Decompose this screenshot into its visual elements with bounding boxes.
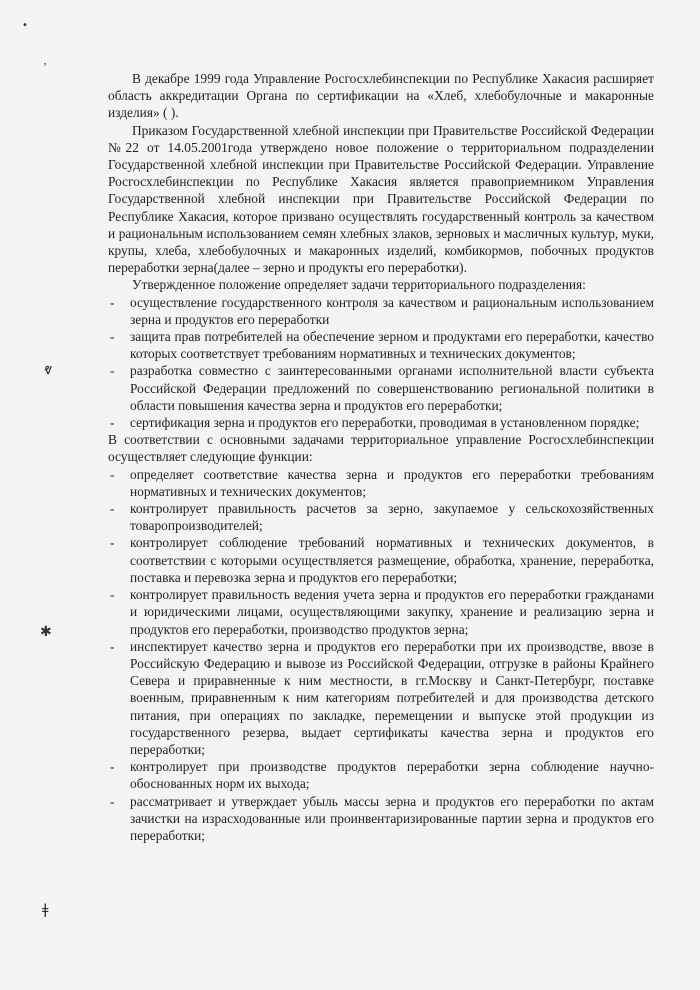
list-item: - инспектирует качество зерна и продуктов его переработки при их производстве, ввозе в Российскую Федерацию и вывозе из Российской Федерации, отгрузке в районы Крайнего Севера и приравненные к ним местности, в гг.Москву и Санкт-Петербург, поставке военным, приравненным к ним категориям потребителей и для производства детского питания, при операциях по закладке, перемещении и выпуске этой продукции из государственного резерва, выдает сертификаты качества зерна и продуктов его переработки; — [108, 638, 654, 758]
list-item: - сертификация зерна и продуктов его переработки, проводимая в установленном порядке; — [108, 414, 654, 431]
list-item: - защита прав потребителей на обеспечение зерном и продуктами его переработки, качество которых соответствует требованиям нормативных и технических документов; — [108, 328, 654, 362]
list-item: - рассматривает и утверждает убыль массы зерна и продуктов его переработки по актам зачистки на израсходованные или проинвентаризированные партии зерна и продуктов его переработки; — [108, 793, 654, 845]
list-item: - контролирует при производстве продуктов переработки зерна соблюдение научно-обоснованных норм их выхода; — [108, 758, 654, 792]
list-item: - осуществление государственного контроля за качеством и рациональным использованием зерна и продуктов его переработки — [108, 294, 654, 328]
paragraph-tasks-intro: Утвержденное положение определяет задачи территориального подразделения: — [132, 277, 586, 293]
tasks-list — [108, 294, 654, 432]
scan-speck: ⱴ — [44, 362, 53, 378]
document-page — [108, 70, 654, 844]
scan-speck: • — [22, 20, 28, 31]
paragraph-order: Приказом Государственной хлебной инспекции при Правительстве Российской Федерации №22 от 14.05.2001года утверждено новое положение о территориальном подразделении Государственной хлебной инспекции при Правительстве Российской Федерации. Управление Росгосхлебинспекции по Республике Хакасия является правоприемником Управления Государственной хлебной инспекции при Правительстве Российской Федерации по Республике Хакасия, которое призвано осуществлять государственный контроль за качеством и рациональным использованием семян хлебных злаков, зерновых и масличных культур, муки, крупы, хлеба, хлебобулочных и макаронных изделий, комбикормов, побочных продуктов переработки зерна(далее – зерно и продукты его переработки). — [108, 122, 654, 276]
list-item: - разработка совместно с заинтересованными органами исполнительной власти субъекта Российской Федерации предложений по совершенствованию региональной политики в области повышения качества зерна и продуктов его переработки; — [108, 362, 654, 414]
functions-intro: В соответствии с основными задачами территориальное управление Росгосхлебинспекции осуществляет следующие функции: — [108, 432, 654, 465]
scan-speck: ᾿ — [42, 62, 48, 76]
paragraph-accreditation: В декабре 1999 года Управление Росгосхлебинспекции по Республике Хакасия расширяет область аккредитации Органа по сертификации на «Хлеб, хлебобулочные и макаронные изделия» ( ). — [108, 71, 654, 121]
scan-speck: ✱ — [40, 624, 52, 640]
list-item: - определяет соответствие качества зерна и продуктов его переработки требованиям нормативных и технических документов; — [108, 466, 654, 500]
list-item: - контролирует правильность ведения учета зерна и продуктов его переработки гражданами и юридическими лицами, осуществляющими закупку, хранение и реализацию зерна и продуктов его переработки, производство продуктов зерна; — [108, 586, 654, 638]
scan-speck: ǂ — [42, 902, 49, 918]
functions-list — [108, 466, 654, 844]
list-item: - контролирует правильность расчетов за зерно, закупаемое у сельскохозяйственных товаропроизводителей; — [108, 500, 654, 534]
list-item: - контролирует соблюдение требований нормативных и технических документов, в соответствии с которыми осуществляется размещение, обработка, хранение, переработка, поставка и перевозка зерна и продуктов его переработки; — [108, 534, 654, 586]
